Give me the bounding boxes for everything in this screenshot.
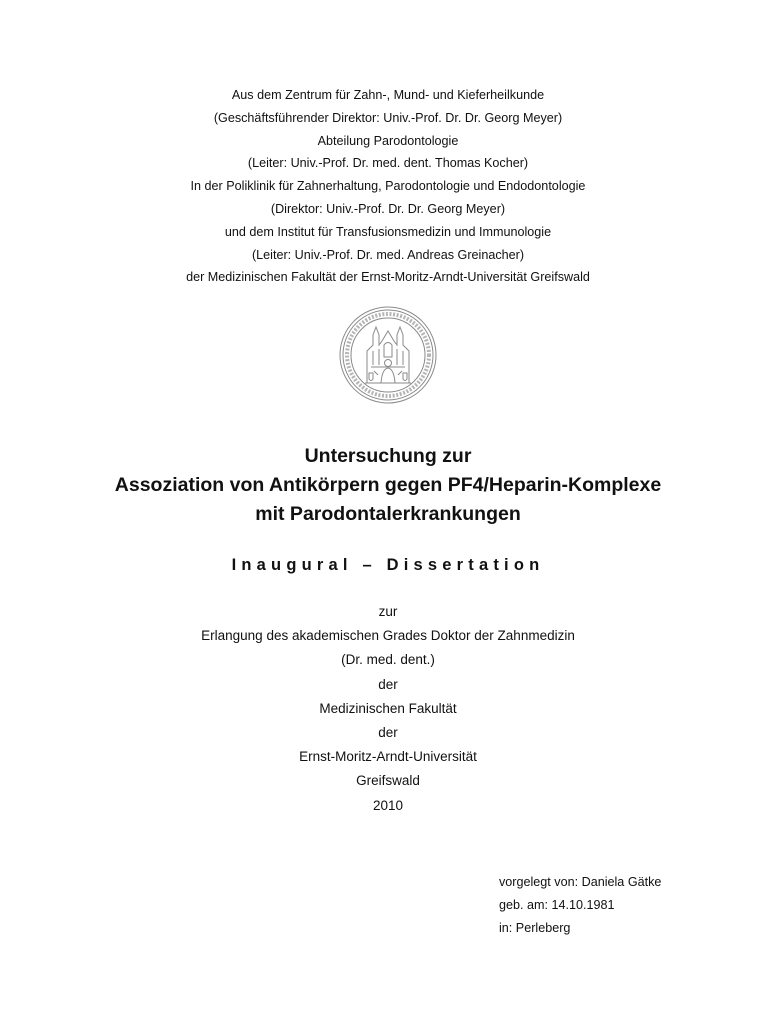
dissertation-label: Inaugural – Dissertation: [231, 556, 545, 574]
degree-statement: [0, 600, 770, 818]
header-line: der Medizinischen Fakultät der Ernst-Moritz-Arndt-Universität Greifswald: [186, 270, 590, 285]
degree-line: Medizinischen Fakultät: [319, 700, 457, 716]
degree-line: der: [378, 725, 398, 741]
header-line: In der Poliklinik für Zahnerhaltung, Parodontologie und Endodontologie: [190, 179, 586, 194]
author-birth-place: in: Perleberg: [499, 921, 571, 935]
degree-line: zur: [378, 604, 398, 619]
title-line: mit Parodontalerkrankungen: [255, 503, 521, 525]
title-line: Assoziation von Antikörpern gegen PF4/Heparin-Komplexe: [114, 474, 662, 496]
author-birth-date: geb. am: 14.10.1981: [499, 898, 615, 912]
degree-line: der: [378, 676, 398, 692]
dissertation-title: [0, 442, 770, 529]
author-info: [499, 871, 661, 940]
degree-line: Erlangung des akademischen Grades Doktor der Zahnmedizin: [201, 628, 575, 644]
degree-line: Ernst-Moritz-Arndt-Universität: [299, 749, 477, 765]
header-line: Aus dem Zentrum für Zahn-, Mund- und Kieferheilkunde: [231, 88, 545, 102]
author-submitted-by: vorgelegt von: Daniela Gätke: [499, 875, 662, 889]
degree-year: 2010: [372, 797, 404, 813]
header-line: (Geschäftsführender Direktor: Univ.-Prof. Dr. Dr. Georg Meyer): [213, 110, 563, 125]
header-line: (Direktor: Univ.-Prof. Dr. Dr. Georg Meyer): [270, 201, 506, 216]
header-line: und dem Institut für Transfusionsmedizin und Immunologie: [224, 224, 552, 239]
title-line: Untersuchung zur: [304, 445, 472, 467]
degree-line: Greifswald: [356, 773, 420, 789]
degree-line: (Dr. med. dent.): [341, 652, 435, 668]
header-line: (Leiter: Univ.-Prof. Dr. med. Andreas Greinacher): [251, 247, 525, 262]
university-seal-icon: [329, 305, 447, 405]
header-line: Abteilung Parodontologie: [317, 133, 459, 148]
header-line: (Leiter: Univ.-Prof. Dr. med. dent. Thomas Kocher): [247, 156, 529, 171]
institution-header: [0, 84, 770, 289]
